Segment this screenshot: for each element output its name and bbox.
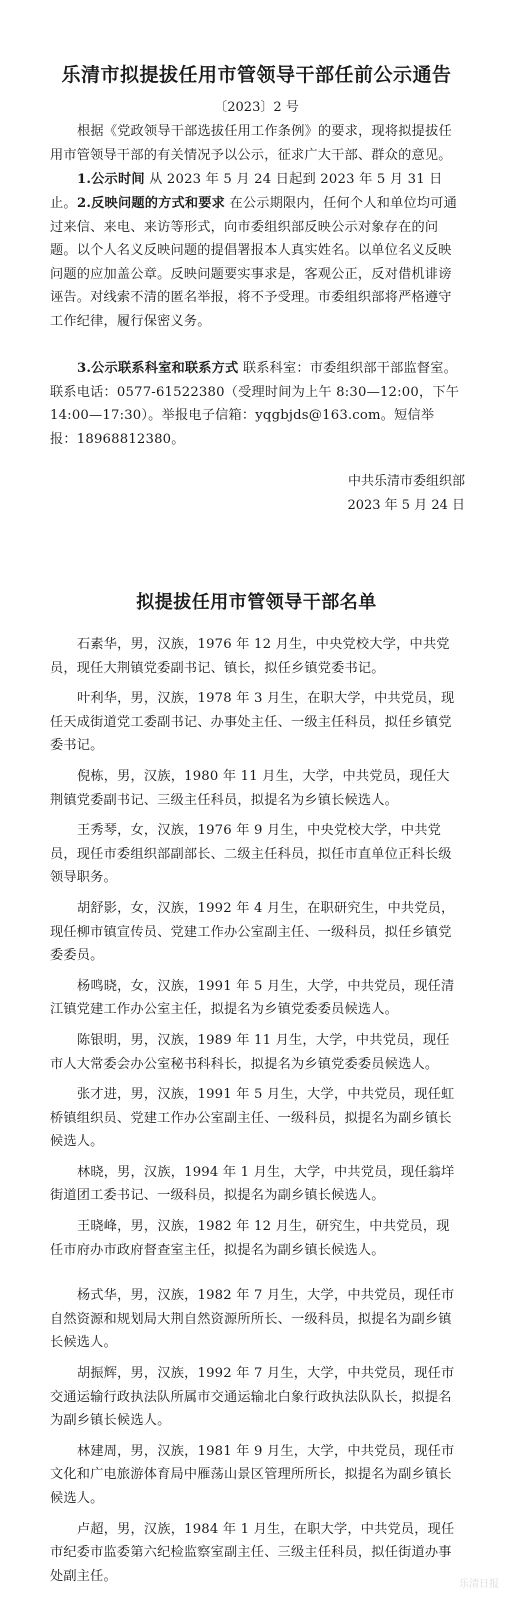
roster-title: 拟提拔任用市管领导干部名单 [136, 592, 377, 613]
list-item: 胡舒影，女，汉族，1992 年 4 月生，在职研究生，中共党员，现任柳市镇宣传员、党建工作办公室副主任、一级科员，拟任乡镇党委委员。 [50, 900, 455, 964]
list-item: 叶利华，男，汉族，1978 年 3 月生，在职大学，中共党员，现任天成街道党工委副书记、办事处主任、一级主任科员，拟任乡镇党委书记。 [50, 691, 455, 754]
section-2-label: 2.反映问题的方式和要求 [77, 196, 226, 211]
list-item: 王秀琴，女，汉族，1976 年 9 月生，中央党校大学，中共党员，现任市委组织部副部长、二级主任科员，拟任市直单位正科长级领导职务。 [50, 823, 452, 886]
section-2-text: 在公示期限内，任何个人和单位均可通过来信、来电、来访等形式，向市委组织部反映公示对象存在的问题。以个人名义反映问题的提倡署报本人真实姓名。以单位名义反映问题的应加盖公章。反映问题要实事求是，客观公正，反对借机诽谤诬告。对线索不清的匿名举报，将不予受理。市委组织部将严格遵守工作纪律，履行保密义务。 [50, 196, 458, 329]
watermark-logo: 乐清日报 [459, 1579, 499, 1590]
signature-block [347, 470, 465, 518]
list-item: 倪栋，男，汉族，1980 年 11 月生，大学，中共党员，现任大荆镇党委副书记、三级主任科员，拟提名为乡镇长候选人。 [50, 768, 450, 808]
list-item: 胡振辉，男，汉族，1992 年 7 月生，大学，中共党员，现任市交通运输行政执法队所属市交通运输北白象行政执法队队长，拟提名为副乡镇长候选人。 [50, 1366, 455, 1429]
section-3-text: 联系科室：市委组织部干部监督室。联系电话：0577-61522380（受理时间为上午 8:30—12:00，下午 14:00—17:30）。举报电子信箱：yqgbjds@163.com。短信举报：18968812380。 [50, 361, 460, 447]
list-item: 王晓峰，男，汉族，1982 年 12 月生，研究生，中共党员，现任市府办市政府督查室主任，拟提名为副乡镇长候选人。 [50, 1219, 450, 1258]
candidate-list [50, 633, 460, 1595]
list-item: 陈银明，男，汉族，1989 年 11 月生，大学，中共党员，现任市人大常委会办公室秘书科科长，拟提名为乡镇党委委员候选人。 [50, 1032, 450, 1072]
list-item: 杨式华，男，汉族，1982 年 7 月生，大学，中共党员，现任市自然资源和规划局大荆自然资源所所长、一级科员，拟提名为副乡镇长候选人。 [50, 1288, 455, 1351]
issuer: 中共乐清市委组织部 [347, 474, 465, 489]
section-1-label: 1.公示时间 [77, 172, 145, 187]
section-report-method [50, 192, 460, 334]
section-contact [50, 357, 460, 451]
list-item: 林建周，男，汉族，1981 年 9 月生，大学，中共党员，现任市文化和广电旅游体育局中雁荡山景区管理所所长，拟提名为副乡镇长候选人。 [50, 1443, 455, 1506]
section-3-label: 3.公示联系科室和联系方式 [77, 361, 239, 376]
list-item: 杨鸣晓，女，汉族，1991 年 5 月生，大学，中共党员，现任清江镇党建工作办公室主任，拟提名为乡镇党委委员候选人。 [50, 978, 455, 1018]
list-item: 张才进，男，汉族，1991 年 5 月生，大学，中共党员，现任虹桥镇组织员、党建工作办公室副主任、一级科员，拟提名为副乡镇长候选人。 [50, 1087, 455, 1150]
list-item: 卢超，男，汉族，1984 年 1 月生，在职大学，中共党员，现任市纪委市监委第六纪检监察室副主任、三级主任科员，拟任街道办事处副主任。 [50, 1521, 455, 1584]
section-1-text: 从 2023 年 5 月 24 日起到 2023 年 5 月 31 日止。 [50, 172, 443, 211]
list-item: 林晓，男，汉族，1994 年 1 月生，大学，中共党员，现任翁垟街道团工委书记、一级科员，拟提名为副乡镇长候选人。 [50, 1164, 455, 1204]
list-item: 石素华，男，汉族，1976 年 12 月生，中央党校大学，中共党员，现任大荆镇党委副书记、镇长，拟任乡镇党委书记。 [50, 637, 450, 676]
document-number: 〔2023〕2 号 [214, 100, 299, 115]
issue-date: 2023 年 5 月 24 日 [347, 498, 465, 513]
intro-paragraph: 根据《党政领导干部选拔任用工作条例》的要求，现将拟提拔任用市管领导干部的有关情况予以公示，征求广大干部、群众的意见。 [50, 124, 452, 163]
notice-title: 乐清市拟提拔任用市管领导干部任前公示通告 [61, 64, 452, 86]
